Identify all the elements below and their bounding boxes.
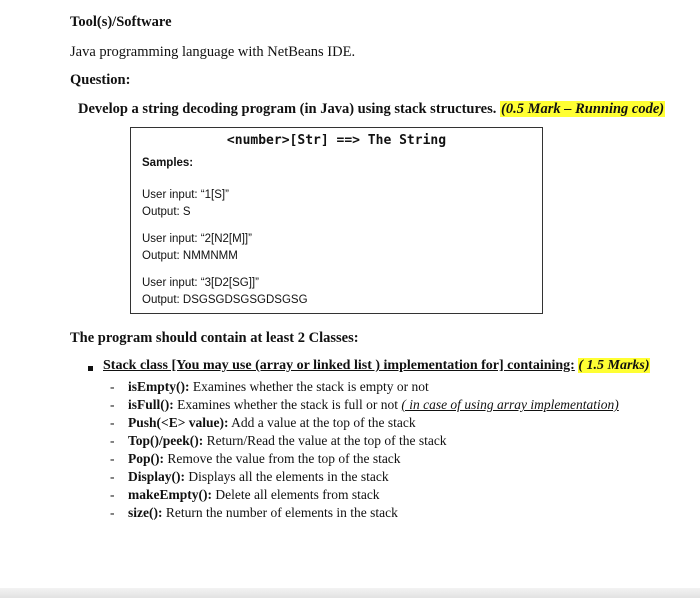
method-desc: Remove the value from the top of the stack xyxy=(164,451,401,466)
tools-text: Java programming language with NetBeans IDE. xyxy=(70,44,356,60)
method-desc: Delete all elements from stack xyxy=(212,487,380,502)
question-label: Question: xyxy=(70,72,131,88)
sample-input: User input: “2[N2[M]]” xyxy=(142,233,252,245)
sample-3 xyxy=(142,275,308,309)
method-name: Display(): xyxy=(128,469,185,484)
dash-bullet-icon: - xyxy=(110,469,115,484)
sample-output: Output: NMMNMM xyxy=(142,250,238,262)
stack-class-line xyxy=(103,358,650,374)
method-desc: Examines whether the stack is full or not xyxy=(173,397,402,412)
dash-bullet-icon: - xyxy=(110,433,115,448)
samples-title: Samples: xyxy=(142,157,194,169)
task-text: Develop a string decoding program (in Java) using stack structures. xyxy=(78,101,497,117)
format-formula: <number>[Str] ==> The String xyxy=(226,133,447,148)
method-name: isEmpty(): xyxy=(128,379,190,394)
sample-input: User input: “3[D2[SG]]” xyxy=(142,277,259,289)
method-name: makeEmpty(): xyxy=(128,487,212,502)
dash-bullet-icon: - xyxy=(110,505,115,520)
method-desc: Return the number of elements in the stack xyxy=(162,505,398,520)
classes-title: The program should contain at least 2 Classes: xyxy=(70,330,359,346)
tools-heading: Tool(s)/Software xyxy=(70,14,172,30)
task-marks: (0.5 Mark – Running code) xyxy=(500,101,665,117)
method-name: Push(<E> value): xyxy=(128,415,229,430)
sample-output: Output: DSGSGDSGSGDSGSG xyxy=(142,294,308,306)
sample-2 xyxy=(142,231,252,265)
method-desc: Examines whether the stack is empty or not xyxy=(189,379,429,394)
dash-bullet-icon: - xyxy=(110,415,115,430)
dash-bullet-icon: - xyxy=(110,451,115,466)
method-name: isFull(): xyxy=(128,397,174,412)
square-bullet-icon xyxy=(88,366,93,371)
sample-output: Output: S xyxy=(142,206,191,218)
method-name: Top()/peek(): xyxy=(128,433,204,448)
stack-class-marks: ( 1.5 Marks) xyxy=(578,358,650,373)
method-note: ( in case of using array implementation) xyxy=(401,397,619,412)
dash-bullet-icon: - xyxy=(110,379,115,394)
method-name: Pop(): xyxy=(128,451,164,466)
page-bottom-edge xyxy=(0,588,700,598)
stack-class-text: Stack class [You may use (array or linked list ) implementation for] containing: xyxy=(103,358,575,373)
method-desc: Return/Read the value at the top of the stack xyxy=(203,433,447,448)
sample-input: User input: “1[S]” xyxy=(142,189,229,201)
method-desc: Displays all the elements in the stack xyxy=(185,469,389,484)
method-desc: Add a value at the top of the stack xyxy=(228,415,416,430)
sample-1 xyxy=(142,187,229,221)
dash-bullet-icon: - xyxy=(110,487,115,502)
task-statement xyxy=(78,101,665,118)
method-name: size(): xyxy=(128,505,163,520)
dash-bullet-icon: - xyxy=(110,397,115,412)
